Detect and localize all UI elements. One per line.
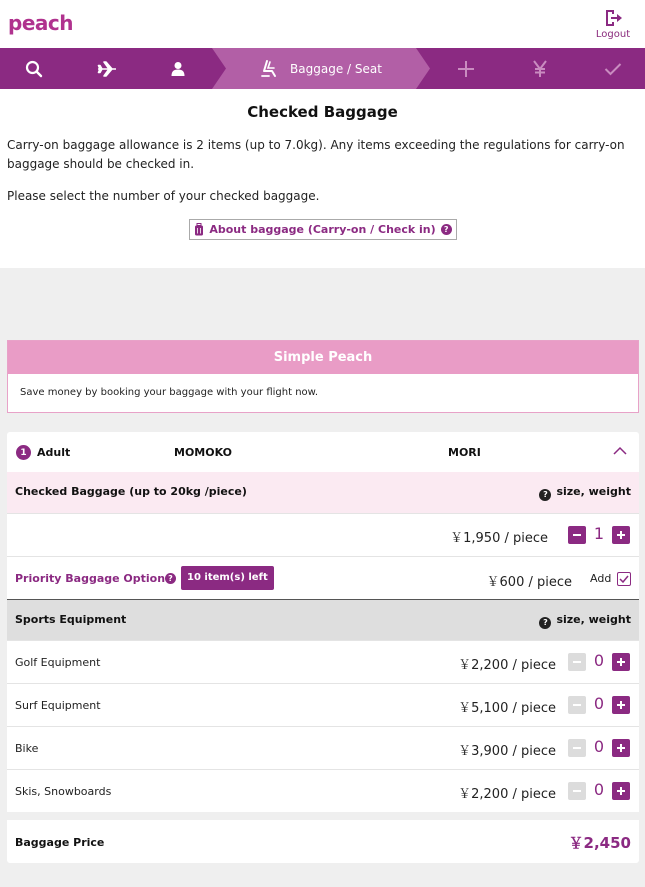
simple-peach-title: Simple Peach <box>8 341 638 374</box>
baggage-price-label: Baggage Price <box>15 836 105 849</box>
active-step-label: Baggage / Seat <box>290 61 382 76</box>
peach-logo[interactable]: peach <box>8 11 73 35</box>
passenger-number: 1 <box>16 445 31 460</box>
help-icon: ? <box>539 617 551 629</box>
logout-button[interactable] <box>595 8 631 40</box>
sports-plus-button[interactable] <box>612 782 630 800</box>
search-icon <box>25 60 43 78</box>
logout-icon <box>603 8 623 28</box>
checked-minus-button[interactable] <box>568 526 586 544</box>
sports-item-label: Bike <box>15 742 39 755</box>
priority-baggage-label[interactable]: Priority Baggage Option <box>15 572 166 585</box>
minus-icon <box>572 657 582 667</box>
plus-icon <box>616 530 626 540</box>
sports-item-price: ￥3,900 / piece <box>458 744 556 759</box>
person-icon <box>170 61 186 77</box>
check-icon <box>604 62 622 76</box>
checked-baggage-row <box>7 513 639 556</box>
seat-icon <box>260 59 280 79</box>
passenger-row[interactable] <box>7 432 639 472</box>
sports-plus-button[interactable] <box>612 696 630 714</box>
plus-icon <box>616 786 626 796</box>
simple-peach-box <box>7 340 639 413</box>
sports-item-row <box>7 726 639 769</box>
sports-item-row <box>7 769 639 812</box>
yen-icon <box>532 60 548 78</box>
checked-plus-button[interactable] <box>612 526 630 544</box>
minus-icon <box>572 786 582 796</box>
priority-baggage-price: ￥600 / piece <box>486 575 572 590</box>
booking-step-bar <box>0 48 645 89</box>
priority-baggage-row <box>7 556 639 599</box>
sports-quantity: 0 <box>593 694 605 713</box>
step-payment[interactable] <box>520 48 560 89</box>
step-passenger[interactable] <box>158 48 198 89</box>
sports-minus-button[interactable] <box>568 739 586 757</box>
help-icon[interactable]: ? <box>165 573 176 584</box>
sports-equipment-header <box>7 599 639 640</box>
step-baggage-seat[interactable] <box>212 48 430 89</box>
minus-icon <box>572 700 582 710</box>
sports-item-price: ￥5,100 / piece <box>458 701 556 716</box>
step-confirm[interactable] <box>593 48 633 89</box>
sports-plus-button[interactable] <box>612 653 630 671</box>
sports-item-row <box>7 640 639 683</box>
sports-size-weight-link[interactable] <box>539 613 631 629</box>
checked-size-weight-link[interactable] <box>539 485 631 501</box>
page-title: Checked Baggage <box>247 103 398 121</box>
priority-add-checkbox[interactable] <box>617 572 631 586</box>
logout-label: Logout <box>595 29 631 40</box>
step-flight[interactable] <box>87 48 127 89</box>
intro-section <box>0 89 645 268</box>
simple-peach-text: Save money by booking your baggage with your flight now. <box>20 387 319 398</box>
about-baggage-link[interactable] <box>189 219 457 240</box>
sports-minus-button[interactable] <box>568 653 586 671</box>
baggage-card <box>7 432 639 863</box>
help-icon: ? <box>539 489 551 501</box>
sports-item-row <box>7 683 639 726</box>
carry-on-description: Carry-on baggage allowance is 2 items (up to 7.0kg). Any items exceeding the regulations for carry-on baggage should be checked in. <box>7 138 625 171</box>
select-instruction: Please select the number of your checked baggage. <box>7 189 320 203</box>
step-search[interactable] <box>14 48 54 89</box>
sports-item-label: Skis, Snowboards <box>15 785 112 798</box>
section-divider <box>7 812 639 820</box>
checked-baggage-title: Checked Baggage (up to 20kg /piece) <box>15 485 247 498</box>
sports-minus-button[interactable] <box>568 696 586 714</box>
app-header <box>0 0 645 48</box>
sports-equipment-title: Sports Equipment <box>15 613 127 626</box>
sports-item-price: ￥2,200 / piece <box>458 787 556 802</box>
sports-item-label: Golf Equipment <box>15 656 101 669</box>
checked-quantity: 1 <box>593 524 605 543</box>
plus-icon <box>616 700 626 710</box>
sports-size-weight-label: size, weight <box>556 613 631 626</box>
checkmark-icon <box>619 575 629 583</box>
plus-icon <box>457 60 475 78</box>
baggage-total-row <box>7 820 639 863</box>
sports-quantity: 0 <box>593 651 605 670</box>
sports-minus-button[interactable] <box>568 782 586 800</box>
plane-icon <box>97 60 117 78</box>
help-icon: ? <box>441 224 452 235</box>
checked-baggage-header <box>7 472 639 513</box>
sports-item-label: Surf Equipment <box>15 699 101 712</box>
minus-icon <box>572 530 582 540</box>
chevron-up-icon[interactable] <box>613 446 627 455</box>
step-options[interactable] <box>446 48 486 89</box>
plus-icon <box>616 743 626 753</box>
sports-plus-button[interactable] <box>612 739 630 757</box>
checked-baggage-price: ￥1,950 / piece <box>450 531 548 546</box>
passenger-type: Adult <box>37 446 71 459</box>
checked-size-weight-label: size, weight <box>556 485 631 498</box>
sports-quantity: 0 <box>593 737 605 756</box>
passenger-last-name: MORI <box>448 446 481 459</box>
sports-item-price: ￥2,200 / piece <box>458 658 556 673</box>
minus-icon <box>572 743 582 753</box>
plus-icon <box>616 657 626 667</box>
priority-add-label: Add <box>590 572 612 585</box>
baggage-price-total: ￥2,450 <box>568 834 631 852</box>
sports-quantity: 0 <box>593 780 605 799</box>
priority-remaining-badge: 10 item(s) left <box>181 566 274 590</box>
passenger-first-name: MOMOKO <box>174 446 232 459</box>
about-baggage-label: About baggage (Carry-on / Check in) <box>209 223 436 236</box>
luggage-icon <box>194 223 204 237</box>
